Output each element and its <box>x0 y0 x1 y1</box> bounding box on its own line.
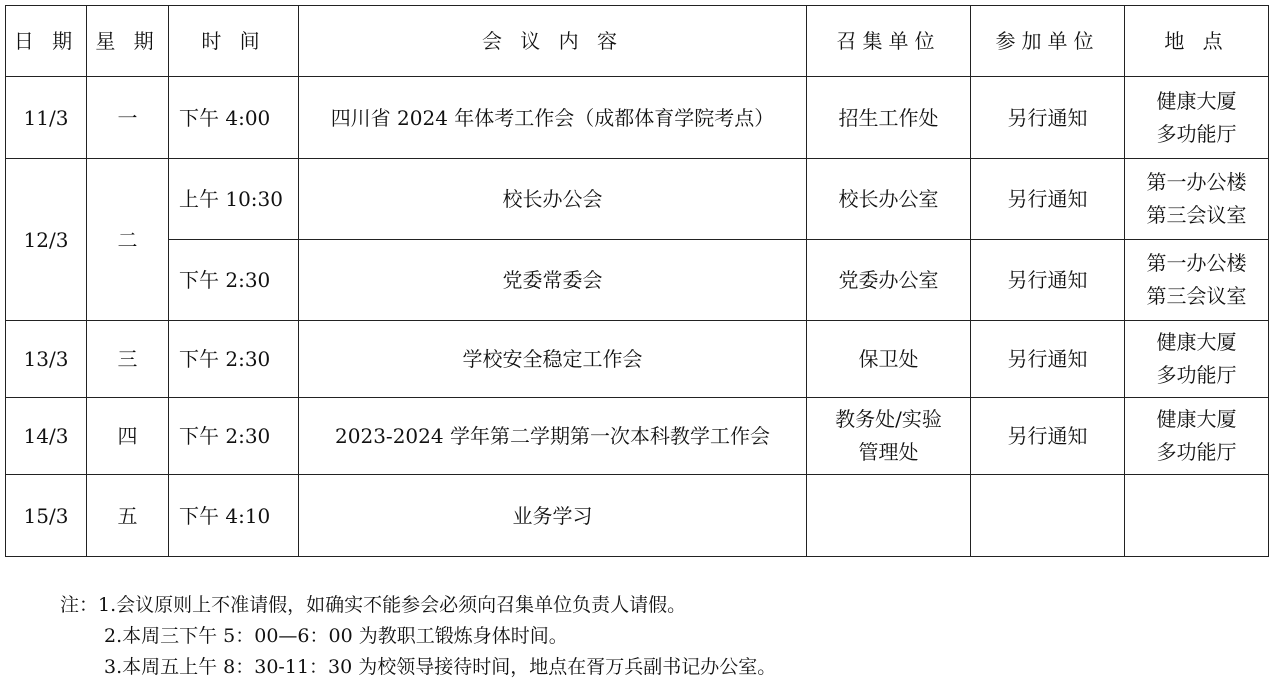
header-weekday: 星 期 <box>87 6 169 77</box>
date-cell: 14/3 <box>6 398 87 475</box>
location-cell: 健康大厦 多功能厅 <box>1125 77 1269 159</box>
attendees-cell <box>971 475 1125 557</box>
convener-cell: 教务处/实验 管理处 <box>807 398 971 475</box>
location-cell: 健康大厦 多功能厅 <box>1125 321 1269 398</box>
convener-cell: 招生工作处 <box>807 77 971 159</box>
time-cell: 下午 2:30 <box>169 398 299 475</box>
date-cell: 11/3 <box>6 77 87 159</box>
table-row <box>6 475 1269 557</box>
table-row <box>6 321 1269 398</box>
convener-cell: 党委办公室 <box>807 240 971 321</box>
date-cell: 13/3 <box>6 321 87 398</box>
location-cell: 健康大厦 多功能厅 <box>1125 398 1269 475</box>
time-cell: 下午 2:30 <box>169 240 299 321</box>
content-cell: 四川省 2024 年体考工作会（成都体育学院考点） <box>299 77 807 159</box>
attendees-cell: 另行通知 <box>971 321 1125 398</box>
header-time: 时 间 <box>169 6 299 77</box>
weekday-cell: 三 <box>87 321 169 398</box>
table-row <box>6 240 1269 321</box>
header-content: 会 议 内 容 <box>299 6 807 77</box>
attendees-cell: 另行通知 <box>971 240 1125 321</box>
header-date: 日 期 <box>6 6 87 77</box>
note-item: 2.本周三下午 5：00—6：00 为教职工锻炼身体时间。 <box>104 625 568 647</box>
table-row <box>6 159 1269 240</box>
header-attendees: 参加单位 <box>971 6 1125 77</box>
notes-section <box>60 590 776 683</box>
content-cell: 2023-2024 学年第二学期第一次本科教学工作会 <box>299 398 807 475</box>
weekday-cell: 四 <box>87 398 169 475</box>
content-cell: 业务学习 <box>299 475 807 557</box>
location-cell: 第一办公楼 第三会议室 <box>1125 159 1269 240</box>
note-item: 3.本周五上午 8：30-11：30 为校领导接待时间，地点在胥万兵副书记办公室。 <box>104 656 777 678</box>
content-cell: 党委常委会 <box>299 240 807 321</box>
time-cell: 上午 10:30 <box>169 159 299 240</box>
weekday-cell: 一 <box>87 77 169 159</box>
convener-cell <box>807 475 971 557</box>
convener-cell: 保卫处 <box>807 321 971 398</box>
content-cell: 学校安全稳定工作会 <box>299 321 807 398</box>
weekday-cell: 五 <box>87 475 169 557</box>
time-cell: 下午 2:30 <box>169 321 299 398</box>
convener-cell: 校长办公室 <box>807 159 971 240</box>
time-cell: 下午 4:10 <box>169 475 299 557</box>
location-cell: 第一办公楼 第三会议室 <box>1125 240 1269 321</box>
time-cell: 下午 4:00 <box>169 77 299 159</box>
date-cell: 12/3 <box>6 159 87 321</box>
content-cell: 校长办公会 <box>299 159 807 240</box>
header-convener: 召集单位 <box>807 6 971 77</box>
attendees-cell: 另行通知 <box>971 398 1125 475</box>
attendees-cell: 另行通知 <box>971 159 1125 240</box>
table-row <box>6 398 1269 475</box>
meeting-schedule-table <box>5 5 1269 557</box>
table-row <box>6 77 1269 159</box>
attendees-cell: 另行通知 <box>971 77 1125 159</box>
weekday-cell: 二 <box>87 159 169 321</box>
note-item: 注：1.会议原则上不准请假，如确实不能参会必须向召集单位负责人请假。 <box>60 594 687 616</box>
location-cell <box>1125 475 1269 557</box>
header-location: 地 点 <box>1125 6 1269 77</box>
header-row <box>6 6 1269 77</box>
date-cell: 15/3 <box>6 475 87 557</box>
